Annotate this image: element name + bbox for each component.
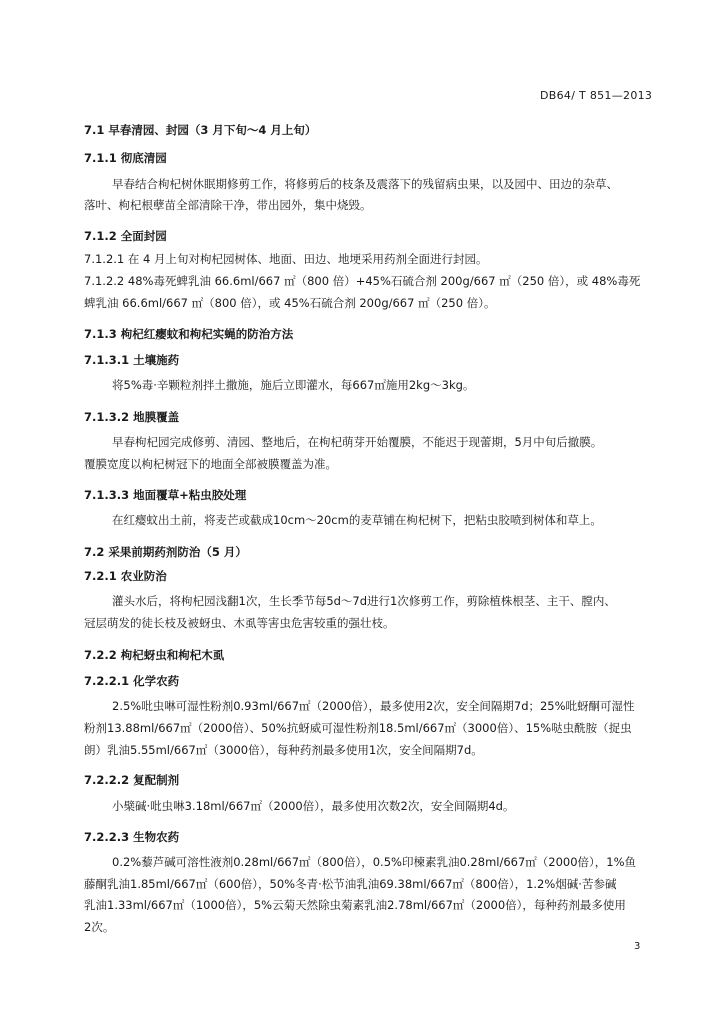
para-line: 早春枸杞园完成修剪、清园、整地后，在枸杞萌芽开始覆膜，不能迟于现蕾期，5月中旬后撤膜。 bbox=[112, 435, 603, 449]
heading-7-2-2-3: 7.2.2.3 生物农药 bbox=[84, 830, 180, 844]
document-code: DB64/ T 851—2013 bbox=[540, 89, 653, 102]
heading-7-1-3-2: 7.1.3.2 地膜覆盖 bbox=[84, 410, 180, 424]
para-line: 7.1.2.1 在 4 月上旬对枸杞园树体、地面、田边、地埂采用药剂全面进行封园。 bbox=[84, 252, 488, 266]
heading-7-2: 7.2 采果前期药剂防治（5 月） bbox=[84, 545, 247, 559]
heading-7-1-3: 7.1.3 枸杞红瘿蚊和枸杞实蝇的防治方法 bbox=[84, 327, 294, 341]
para-line: 灌头水后，将枸杞园浅翻1次，生长季节每5d～7d进行1次修剪工作，剪除植株根茎、主干、膛内、 bbox=[112, 594, 616, 608]
para-line: 2.5%吡虫啉可湿性粉剂0.93ml/667㎡（2000倍），最多使用2次，安全间隔期7d；25%吡蚜酮可湿性 bbox=[112, 699, 635, 713]
heading-7-1-3-3: 7.1.3.3 地面覆草+粘虫胶处理 bbox=[84, 488, 247, 502]
para-line: 落叶、枸杞根孽苗全部清除干净，带出园外，集中烧毁。 bbox=[84, 198, 372, 212]
heading-7-2-1: 7.2.1 农业防治 bbox=[84, 569, 167, 583]
para-line: 7.1.2.2 48%毒死蜱乳油 66.6ml/667 ㎡（800 倍）+45%石硫合剂 200g/667 ㎡（250 倍），或 48%毒死 bbox=[84, 274, 641, 288]
para-line: 冠层萌发的徒长枝及被蚜虫、木虱等害虫危害较重的强壮枝。 bbox=[84, 616, 395, 630]
heading-7-2-2: 7.2.2 枸杞蚜虫和枸杞木虱 bbox=[84, 648, 225, 662]
para-line: 粉剂13.88ml/667㎡（2000倍）、50%抗蚜威可湿性粉剂18.5ml/667㎡（3000倍）、15%哒虫酰胺（捉虫 bbox=[84, 721, 632, 735]
para-line: 小檗碱·吡虫啉3.18ml/667㎡（2000倍），最多使用次数2次，安全间隔期4d。 bbox=[112, 799, 515, 813]
heading-7-2-2-2: 7.2.2.2 复配制剂 bbox=[84, 773, 180, 787]
para-line: 藤酮乳油1.85ml/667㎡（600倍），50%冬青·松节油乳油69.38ml/667㎡（800倍），1.2%烟碱·苦参碱 bbox=[84, 877, 617, 891]
para-line: 乳油1.33ml/667㎡（1000倍），5%云菊天然除虫菊素乳油2.78ml/667㎡（2000倍），每种药剂最多使用 bbox=[84, 898, 626, 912]
para-line: 蜱乳油 66.6ml/667 ㎡（800 倍），或 45%石硫合剂 200g/667 ㎡（250 倍）。 bbox=[84, 296, 496, 310]
para-line: 覆膜宽度以枸杞树冠下的地面全部被膜覆盖为准。 bbox=[84, 457, 337, 471]
page-number: 3 bbox=[634, 941, 641, 952]
heading-7-1: 7.1 早春清园、封园（3 月下旬～4 月上旬） bbox=[84, 123, 317, 137]
para-line: 0.2%藜芦碱可溶性液剂0.28ml/667㎡（800倍），0.5%印楝素乳油0.28ml/667㎡（2000倍），1%鱼 bbox=[112, 855, 637, 869]
heading-7-1-3-1: 7.1.3.1 土壤施药 bbox=[84, 353, 180, 367]
para-line: 将5%毒·辛颗粒剂拌土撒施，施后立即灌水，每667㎡施用2kg～3kg。 bbox=[112, 378, 475, 392]
heading-7-1-1: 7.1.1 彻底清园 bbox=[84, 151, 167, 165]
para-line: 早春结合枸杞树休眠期修剪工作，将修剪后的枝条及震落下的残留病虫果，以及园中、田边的杂草、 bbox=[112, 177, 618, 191]
para-line: 在红瘿蚊出土前，将麦芒或截成10cm～20cm的麦草铺在枸杞树下，把粘虫胶喷到树体和草上。 bbox=[112, 513, 602, 527]
heading-7-1-2: 7.1.2 全面封园 bbox=[84, 229, 167, 243]
para-line: 朗）乳油5.55ml/667㎡（3000倍），每种药剂最多使用1次，安全间隔期7d。 bbox=[84, 743, 483, 757]
heading-7-2-2-1: 7.2.2.1 化学农药 bbox=[84, 674, 180, 688]
para-line: 2次。 bbox=[84, 920, 115, 934]
